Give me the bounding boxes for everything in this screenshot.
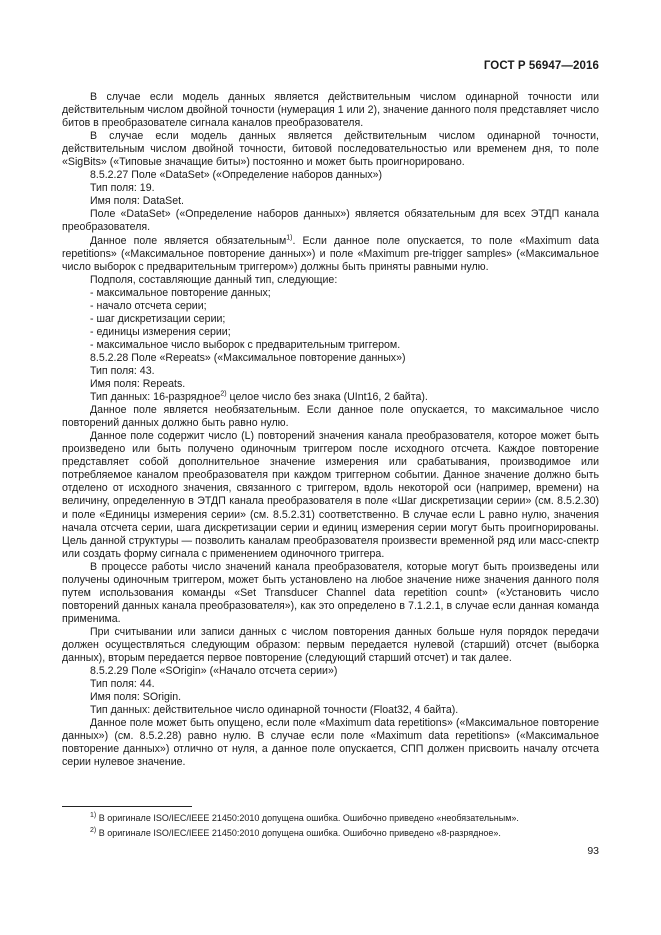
paragraph-sorigin-optional: Данное поле может быть опущено, если поле «Maximum data repetitions» («Максимальное повторение данных») (см. 8.5.2.28) равно нулю. В случае если поле «Maximum data repetitions» («Максимальное повторение данных») отлично от нуля, а данное поле опускается, СПП должен присвоить началу отсчета серии нулевое значение. bbox=[62, 717, 599, 769]
footnote-1 bbox=[62, 811, 599, 826]
field-datatype-repeats bbox=[62, 391, 599, 404]
field-datatype-sorigin: Тип данных: действительное число одинарной точности (Float32, 4 байта). bbox=[90, 704, 459, 717]
field-type-dataset: Тип поля: 19. bbox=[90, 182, 155, 195]
standard-header: ГОСТ Р 56947—2016 bbox=[483, 60, 599, 72]
field-type-sorigin: Тип поля: 44. bbox=[90, 678, 155, 691]
footnote-ref-2: 2) bbox=[220, 390, 227, 398]
field-name-sorigin: Имя поля: SOrigin. bbox=[90, 691, 182, 704]
footnote-mark: 2) bbox=[90, 827, 97, 834]
paragraph-repeats-description: Данное поле содержит число (L) повторений значения канала преобразователя, которое может быть произведено или быть получено одиночным триггером после исходного отсчета. Каждое повторение представляет собой дополнительное значение измерения или срабатывания, производимое или потребляемое каналом преобразователя при каждом триггерном событии. Данное значение должно быть отделено от исходного значения, связанного с триггером, вдоль некоторой оси (например, времени) на величину, определенную в ЭТДП канала преобразователя в поле «Шаг дискретизации серии» (см. 8.5.2.30) и поле «Единицы измерения серии» (см. 8.5.2.31) соответственно. В случае если L равно нулю, значения начала отсчета серии, шага дискретизации серии и единиц измерения серии могут быть проигнорированы. Цель данной структуры — позволить каналам преобразователя произвести временной ряд или масс-спектр или создать форму сигнала с применением одиночного триггера. bbox=[62, 430, 599, 560]
list-item: - начало отсчета серии; bbox=[90, 299, 207, 312]
paragraph-repeats-optional: Данное поле является необязательным. Если данное поле опускается, то максимальное число повторений данных должно быть равно нулю. bbox=[62, 404, 599, 430]
paragraph-sigbits: В случае если модель данных является действительным числом одинарной точности, действительным числом двойной точности, битовой последовательностью или временем дня, то поле «SigBits» («Типовые значащие биты») постоянно и может быть проигнорировано. bbox=[62, 130, 599, 169]
list-item: - шаг дискретизации серии; bbox=[90, 312, 226, 325]
paragraph-repeats-runtime: В процессе работы число значений канала преобразователя, которые могут быть произведены или получены одиночным триггером, может быть установлено на любое значение ниже значения данного поля путем использования команды «Set Transducer Channel data repetition count» («Установить число повторений данных канала преобразователя»), как это определено в 7.1.2.1, в случае если данная команда применима. bbox=[62, 560, 599, 625]
footnote-ref-1: 1) bbox=[286, 233, 293, 241]
text-segment: Данное поле является обязательным bbox=[90, 234, 287, 247]
footnotes bbox=[62, 811, 599, 841]
paragraph-mandatory-field bbox=[62, 235, 599, 274]
field-name-dataset: Имя поля: DataSet. bbox=[90, 195, 184, 208]
paragraph-repeats-order: При считывании или записи данных с числом повторения данных больше нуля порядок передачи должен осуществляться следующим образом: первым передается нулевой (старший) отсчет (выборка данных), вторым передается первое повторение (следующий старший отсчет) и так далее. bbox=[62, 625, 599, 665]
footnote-2 bbox=[62, 826, 599, 841]
page-body bbox=[62, 91, 599, 769]
section-heading-sorigin: 8.5.2.29 Поле «SOrigin» («Начало отсчета серии») bbox=[90, 665, 338, 678]
paragraph-data-model-bits: В случае если модель данных является действительным числом одинарной точности или действительным числом двойной точности (нумерация 1 или 2), значение данного поля представляет число битов в преобразователе сигнала каналов преобразователя. bbox=[62, 91, 599, 130]
section-heading-repeats: 8.5.2.28 Поле «Repeats» («Максимальное повторение данных») bbox=[90, 351, 406, 364]
list-item: - максимальное число выборок с предварительным триггером. bbox=[90, 338, 401, 351]
footnote-divider bbox=[62, 806, 192, 807]
footnote-text: В оригинале ISO/IEC/IEEE 21450:2010 допущена ошибка. Ошибочно приведено «8-разрядное». bbox=[96, 828, 501, 838]
text-segment: Тип данных: 16-разрядное bbox=[90, 391, 221, 404]
text-segment: . Если данное поле опускается, то поле «Maximum data repetitions» («Максимальное повторение данных») и поле «Maximum pre-trigger samples» («Максимальное число выборок с предварительным триггером») должны быть приняты равными нулю. bbox=[62, 234, 599, 273]
text-segment: целое число без знака (UInt16, 2 байта). bbox=[226, 391, 428, 404]
field-type-repeats: Тип поля: 43. bbox=[90, 364, 155, 377]
footnote-mark: 1) bbox=[90, 812, 97, 819]
footnote-text: В оригинале ISO/IEC/IEEE 21450:2010 допущена ошибка. Ошибочно приведено «необязательным». bbox=[96, 813, 519, 823]
paragraph-dataset-mandatory: Поле «DataSet» («Определение наборов данных») является обязательным для всех ЭТДП канала преобразователя. bbox=[62, 208, 599, 234]
field-name-repeats: Имя поля: Repeats. bbox=[90, 378, 186, 391]
list-item: - максимальное повторение данных; bbox=[90, 286, 271, 299]
paragraph-subfields-intro: Подполя, составляющие данный тип, следующие: bbox=[90, 273, 338, 286]
page-number: 93 bbox=[587, 845, 599, 857]
section-heading-dataset: 8.5.2.27 Поле «DataSet» («Определение наборов данных») bbox=[90, 169, 383, 182]
list-item: - единицы измерения серии; bbox=[90, 325, 231, 338]
